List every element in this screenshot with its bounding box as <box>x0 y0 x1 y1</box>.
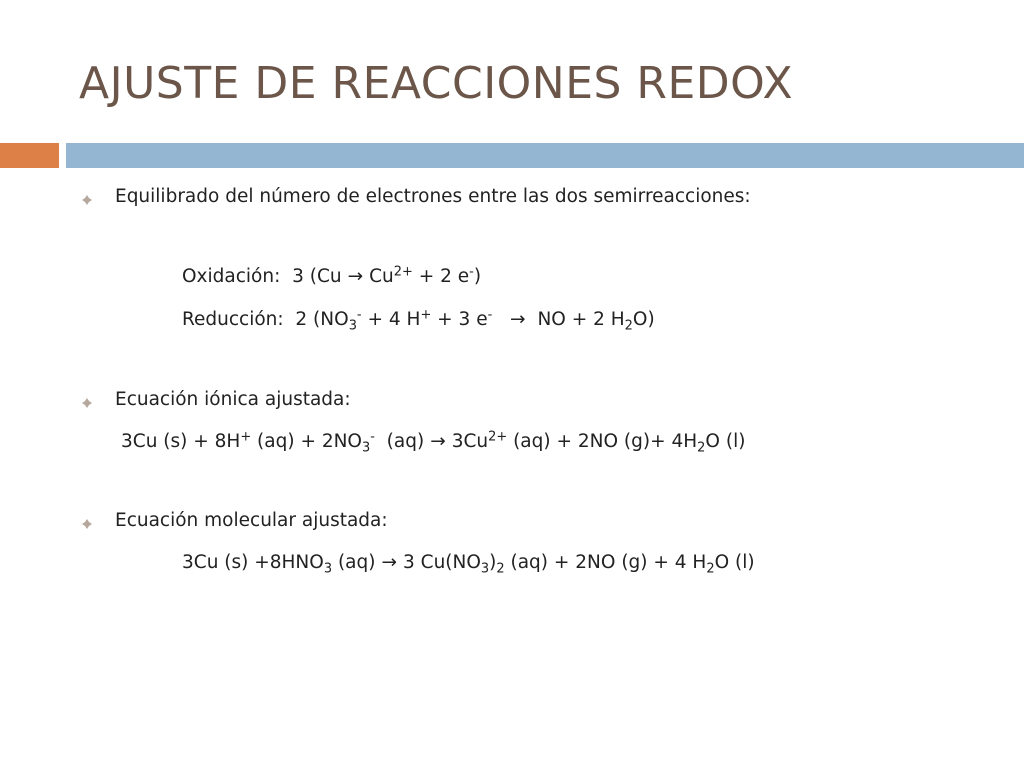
oxidation-label: Oxidación: <box>182 266 281 287</box>
slide-title: AJUSTE DE REACCIONES REDOX <box>79 58 794 109</box>
accent-bar-orange <box>0 143 59 168</box>
reaction-arrow-icon: → <box>347 266 364 287</box>
molecular-equation: 3Cu $(s) +8HNO_3$ (aq) → 3 $Cu(NO_3)_2$ (aq) + 2NO (g) + 4 $H_2O$ (l) <box>182 552 755 577</box>
ionic-equation: 3Cu (s) + 8H+ $(aq) + 2NO_3^-$ $(aq) \to 3Cu^{2+}$ (aq) + 2NO $(g)+ 4H_2O$ (l) <box>121 429 746 456</box>
accent-bar-blue <box>66 143 1024 168</box>
reaction-arrow-icon: → <box>430 431 446 452</box>
reduction-equation: Reducción: 2 ($NO_3^- + 4$ H+ + 3 e- → NO + 2 $H_2O$) <box>182 307 655 334</box>
diamond-bullet-icon <box>82 398 92 408</box>
reaction-arrow-icon: → <box>510 309 526 330</box>
bullet-item-ionic: Ecuación iónica ajustada: <box>115 389 351 410</box>
diamond-bullet-icon <box>82 519 92 529</box>
diamond-bullet-icon <box>82 195 92 205</box>
bullet-item-molecular: Ecuación molecular ajustada: <box>115 510 388 531</box>
reduction-label: Reducción: <box>182 309 284 330</box>
oxidation-equation: Oxidación: 3 ($Cu \to Cu^{2+} + 2$ e-) <box>182 264 482 287</box>
reaction-arrow-icon: → <box>381 552 397 573</box>
bullet-item-electrons: Equilibrado del número de electrones entre las dos semirreacciones: <box>115 186 751 207</box>
